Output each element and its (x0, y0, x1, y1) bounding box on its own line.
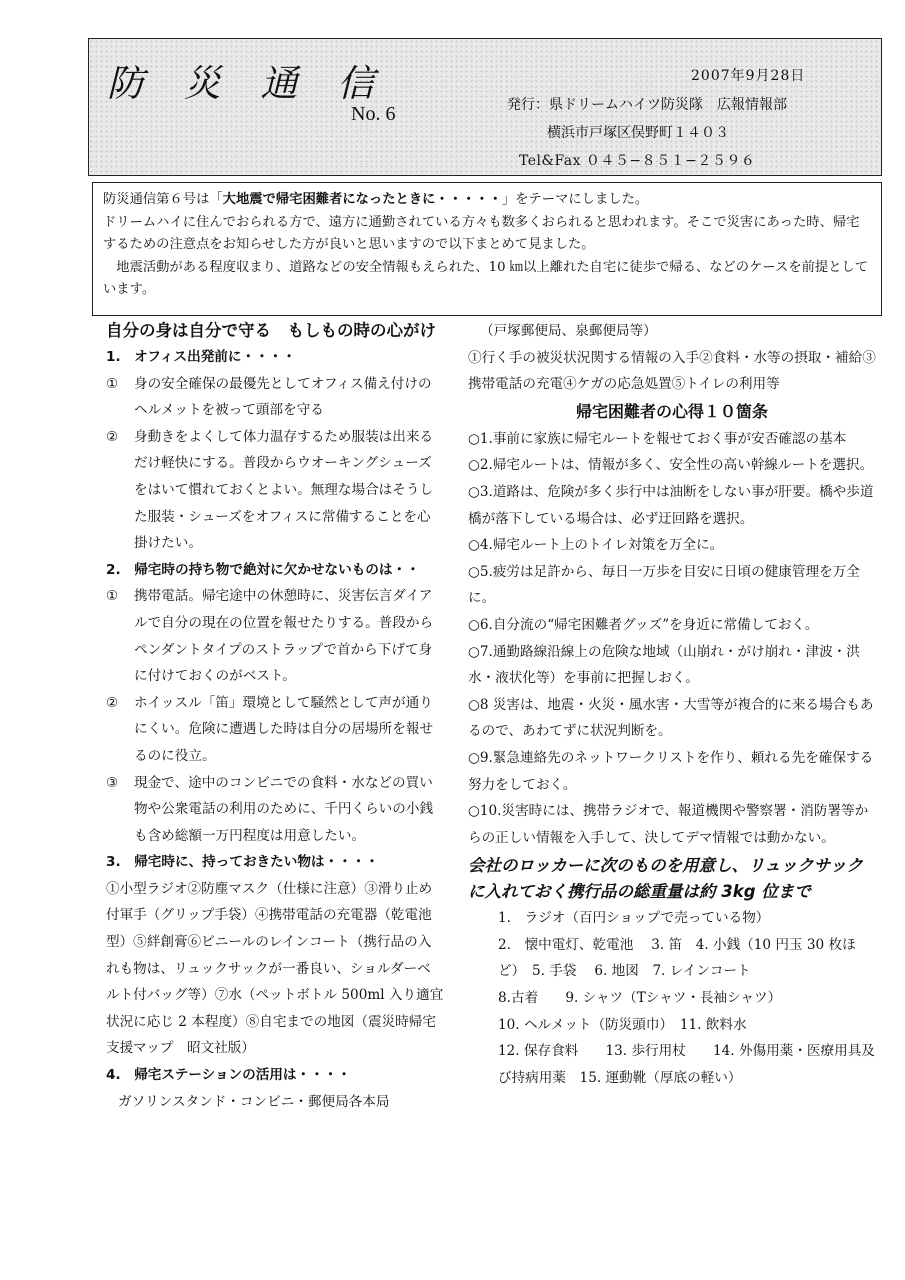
item-number: ② (106, 694, 119, 711)
kit-item: 12. 保存食料 13. 歩行用杖 14. 外傷用薬・医療用具及び持病用薬 15. 運動靴（厚底の軽い） (498, 1043, 875, 1086)
newsletter-header (88, 38, 882, 176)
section-4-title: 4. 帰宅ステーションの活用は・・・・ (106, 1067, 351, 1084)
locker-title: 会社のロッカーに次のものを用意し、リュックサックに入れておく携行品の総重量は約 3kg 位まで (468, 856, 863, 902)
rule-item: ○10.災害時には、携帯ラジオで、報道機関や警察署・消防署等からの正しい情報を入手して、決してデマ情報では動かない。 (468, 803, 869, 846)
rule-item: ○1.事前に家族に帰宅ルートを報せておく事が安否確認の基本 (468, 430, 847, 447)
intro-paragraph-2: ドリームハイに住んでおられる方で、遠方に通勤されている方々も数多くおられると思われます。そこで災害にあった時、帰宅するための注意点をお知らせした方が良いと思いますので以下まとめて見ました。 (103, 214, 860, 253)
section-4-continued: （戸塚郵便局、泉郵便局等） (480, 323, 657, 339)
intro-theme: 大地震で帰宅困難者になったときに・・・・・ (222, 192, 502, 207)
contact: Tel&Fax ０４５−８５１−２５９６ (519, 153, 756, 169)
rule-item: ○7.通勤路線沿線上の危険な地域（山崩れ・がけ崩れ・津波・洪水・液状化等）を事前に把握しおく。 (468, 643, 860, 687)
publisher: 発行：県ドリームハイツ防災隊 広報情報部 (507, 97, 787, 113)
intro-text: 防災通信第６号は「 (103, 192, 223, 207)
issue-number: No. 6 (351, 103, 396, 125)
rule-item: ○4.帰宅ルート上のトイレ対策を万全に。 (468, 537, 724, 554)
station-uses: ①行く手の被災状況関する情報の入手②食料・水等の摂取・補給③携帯電話の充電④ケガの応急処置⑤トイレの利用等 (468, 349, 876, 393)
kit-item: 10. ヘルメット（防災頭巾） 11. 飲料水 (498, 1016, 747, 1033)
intro-paragraph-3: 地震活動がある程度収まり、道路などの安全情報もえられた、10 ㎞以上離れた自宅に徒歩で帰る、などのケースを前提としています。 (103, 259, 869, 298)
item-number: ① (106, 588, 119, 605)
section-2-title: 2. 帰宅時の持ち物で絶対に欠かせないものは・・ (106, 561, 420, 578)
kit-item: 2. 懐中電灯、乾電池 3. 笛 4. 小銭（10 円玉 30 枚ほど） 5. 手袋 6. 地図 7. レインコート (498, 936, 856, 980)
rule-item: ○3.道路は、危険が多く歩行中は油断をしない事が肝要。橋や歩道橋が落下している場合は、必ず迂回路を選択。 (468, 483, 874, 527)
kit-item: 1. ラジオ（百円ショップで売っている物） (498, 910, 770, 927)
kit-item: 8.古着 9. シャツ（Tシャツ・長袖シャツ） (498, 990, 782, 1007)
newsletter-title: 防 災 通 信 (107, 62, 389, 105)
section-1-title: 1. オフィス出発前に・・・・ (106, 349, 296, 365)
issue-date: 2007年9月28日 (691, 68, 806, 84)
list-item (106, 371, 444, 424)
intro-text: 」をテーマにしました。 (501, 192, 649, 207)
rule-item: ○8 災害は、地震・火災・風水害・大雪等が複合的に来る場合もあるので、あわてずに状況判断を。 (468, 696, 874, 740)
section-3-text: ①小型ラジオ②防塵マスク（仕様に注意）③滑り止め付軍手（グリップ手袋）④携帯電話の充電器（乾電池型）⑤絆創膏⑥ビニールのレインコート（携行品の入れも物は、リュックサックが一番良い、ショルダーベルト付バッグ等）⑦水（ペットボトル 500ml 入り適宜状況に応じ 2 本程度）⑧自宅までの地図（震災時帰宅支援マップ 昭文社版） (106, 880, 444, 1057)
rule-item: ○9.緊急連絡先のネットワークリストを作り、頼れる先を確保する努力をしておく。 (468, 749, 874, 793)
list-item (106, 583, 444, 689)
address: 横浜市戸塚区俣野町１４０３ (547, 125, 729, 141)
rule-item: ○6.自分流の“帰宅困難者グッズ”を身近に常備しておく。 (468, 616, 819, 633)
item-text: 身動きをよくして体力温存するため服装は出来るだけ軽快にする。普段からウオーキングシューズをはいて慣れておくとよい。無理な場合はそうした服装・シューズをオフィスに常備することを心掛けたい。 (134, 428, 434, 552)
list-item (106, 770, 444, 850)
section-4-text: ガソリンスタンド・コンビニ・郵便局各本局 (118, 1093, 390, 1110)
intro-box (92, 182, 882, 316)
item-text: 携帯電話。帰宅途中の休憩時に、災害伝言ダイアルで自分の現在の位置を報せたりする。普段からペンダントタイプのストラップで首から下げて身に付けておくのがベスト。 (134, 588, 434, 685)
section-heading: 自分の身は自分で守る もしもの時の心がけ (106, 321, 436, 340)
item-text: ホイッスル「笛」環境として騒然として声が通りにくい。危険に遭遇した時は自分の居場所を報せるのに役立。 (134, 694, 434, 764)
rule-item: ○2.帰宅ルートは、情報が多く、安全性の高い幹線ルートを選択。 (468, 457, 874, 474)
item-text: 身の安全確保の最優先としてオフィス備え付けのヘルメットを被って頭部を守る (134, 375, 432, 419)
left-column (106, 318, 444, 1115)
item-number: ① (106, 375, 119, 392)
section-3-title: 3. 帰宅時に、持っておきたい物は・・・・ (106, 854, 379, 871)
item-number: ③ (106, 774, 119, 791)
kit-list (468, 905, 876, 1091)
rule-item: ○5.疲労は足許から、毎日一万歩を目安に日頃の健康管理を万全に。 (468, 563, 860, 607)
item-text: 現金で、途中のコンビニでの食料・水などの買い物や公衆電話の利用のために、千円くらいの小銭も含め総額一万円程度は用意したい。 (134, 774, 434, 844)
intro-paragraph-1 (103, 189, 871, 212)
item-number: ② (106, 428, 119, 445)
list-item (106, 424, 444, 557)
list-item (106, 690, 444, 770)
rules-title: 帰宅困難者の心得１０箇条 (575, 401, 768, 421)
right-column (468, 318, 876, 1091)
